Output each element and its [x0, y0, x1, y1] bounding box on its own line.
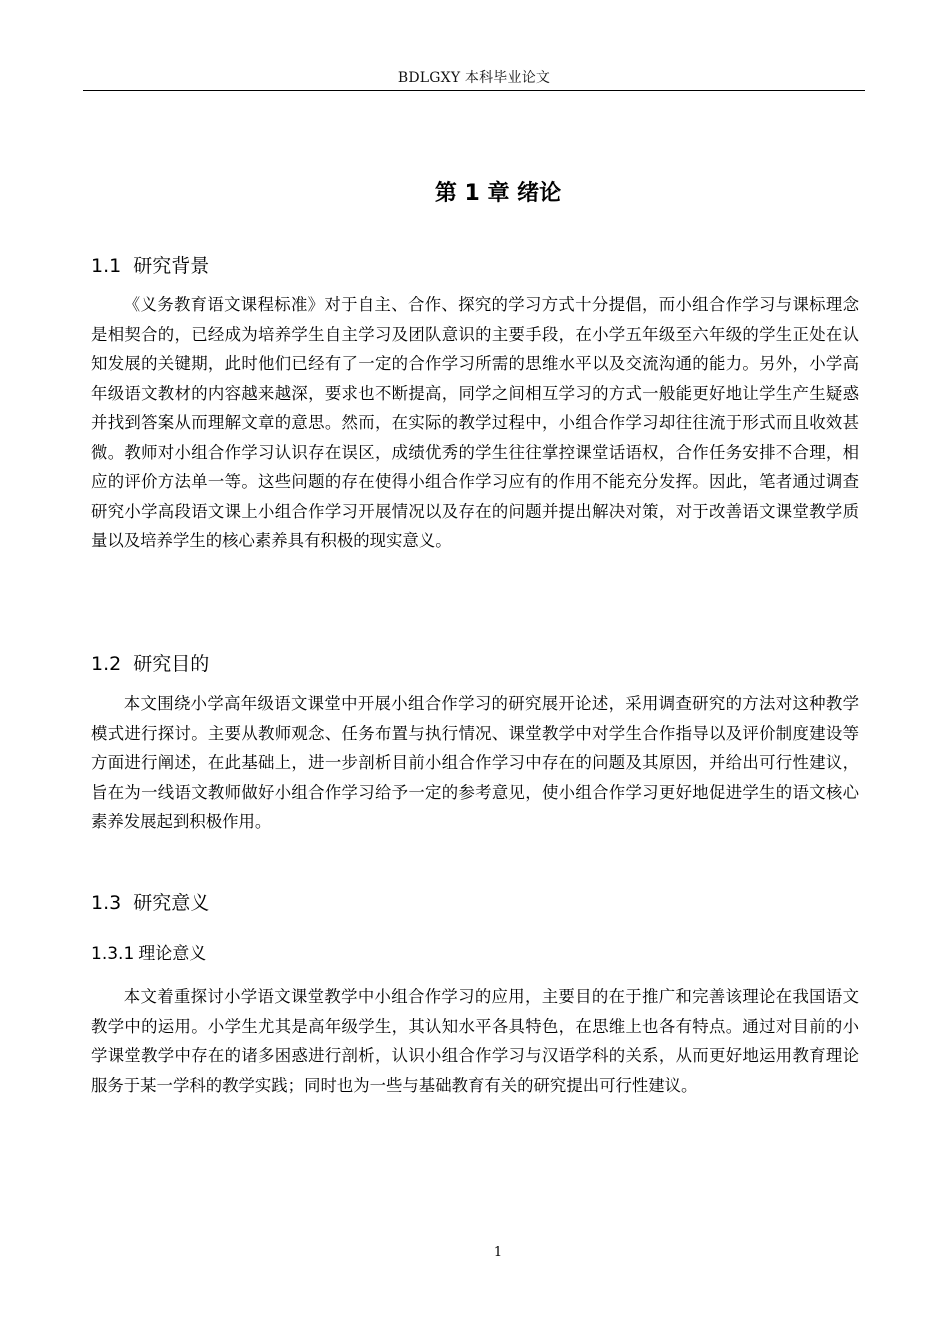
- section-number: 1.2: [91, 653, 122, 675]
- page-number: 1: [493, 1245, 503, 1260]
- section-title: 研究目的: [133, 653, 210, 675]
- section-title: 研究背景: [133, 255, 210, 277]
- page-header: BDLGXY 本科毕业论文: [397, 70, 551, 86]
- header-divider: [83, 90, 865, 91]
- section-heading-1-3: [91, 888, 209, 918]
- paragraph-research-background: 《义务教育语文课程标准》对于自主、合作、探究的学习方式十分提倡，而小组合作学习与课标理念是相契合的，已经成为培养学生自主学习及团队意识的主要手段，在小学五年级至六年级的学生正处在认知发展的关键期，此时他们已经有了一定的合作学习所需的思维水平以及交流沟通的能力。另外，小学高年级语文教材的内容越来越深，要求也不断提高，同学之间相互学习的方式一般能更好地让学生产生疑惑并找到答案从而理解文章的意思。然而，在实际的教学过程中，小组合作学习却往往流于形式而且收效甚微。教师对小组合作学习认识存在误区，成绩优秀的学生往往掌控课堂话语权，合作任务安排不合理，相应的评价方法单一等。这些问题的存在使得小组合作学习应有的作用不能充分发挥。因此，笔者通过调查研究小学高段语文课上小组合作学习开展情况以及存在的问题并提出解决对策，对于改善语文课堂教学质量以及培养学生的核心素养具有积极的现实意义。: [91, 295, 859, 550]
- subsection-heading-1-3-1: [91, 940, 206, 968]
- section-heading-1-2: [91, 649, 209, 679]
- subsection-title: 理论意义: [138, 944, 207, 964]
- section-heading-1-1: [91, 251, 209, 281]
- section-title: 研究意义: [133, 892, 210, 914]
- section-number: 1.1: [91, 255, 122, 277]
- paragraph-research-purpose: 本文围绕小学高年级语文课堂中开展小组合作学习的研究展开论述，采用调查研究的方法对这种教学模式进行探讨。主要从教师观念、任务布置与执行情况、课堂教学中对学生合作指导以及评价制度建设等方面进行阐述，在此基础上，进一步剖析目前小组合作学习中存在的问题及其原因，并给出可行性建议，旨在为一线语文教师做好小组合作学习给予一定的参考意见，使小组合作学习更好地促进学生的语文核心素养发展起到积极作用。: [91, 694, 859, 831]
- chapter-title: 第 1 章 绪论: [434, 181, 562, 206]
- paragraph-theoretical-significance: 本文着重探讨小学语文课堂教学中小组合作学习的应用，主要目的在于推广和完善该理论在我国语文教学中的运用。小学生尤其是高年级学生，其认知水平各具特色，在思维上也各有特点。通过对目前的小学课堂教学中存在的诸多困惑进行剖析，认识小组合作学习与汉语学科的关系，从而更好地运用教育理论服务于某一学科的教学实践；同时也为一些与基础教育有关的研究提出可行性建议。: [91, 987, 859, 1095]
- section-number: 1.3: [91, 892, 122, 914]
- subsection-number: 1.3.1: [91, 944, 135, 964]
